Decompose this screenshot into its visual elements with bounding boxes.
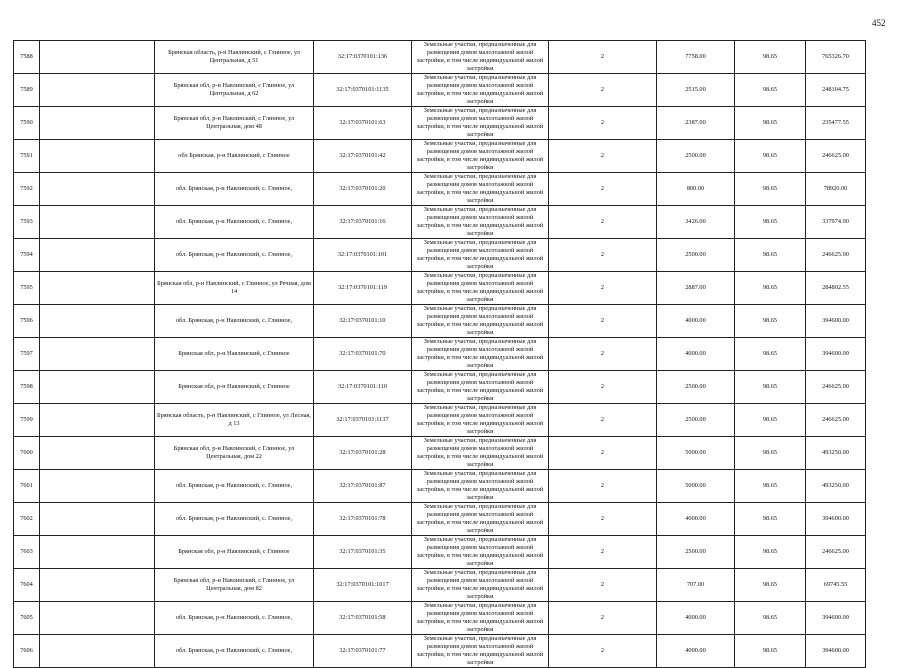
- cadastral-number-cell: 32:17:0370101:1137: [314, 404, 412, 437]
- address-cell: Брянская обл, р-н Навлинский, с Глинное, ул Центральная, д 62: [155, 74, 314, 107]
- area-cell: 5000.00: [657, 437, 735, 470]
- cadastral-cost-cell: 246625.00: [806, 536, 866, 569]
- address-cell: Брянская обл, р-н Навлинский, с Глинное, ул Речная, дом 14: [155, 272, 314, 305]
- empty-cell: [40, 140, 155, 173]
- empty-cell: [40, 470, 155, 503]
- address-cell: обл. Брянская, р-н Навлинский, с. Глинное,: [155, 503, 314, 536]
- row-number-cell: 7605: [14, 602, 40, 635]
- row-number-cell: 7595: [14, 272, 40, 305]
- table-row: [14, 536, 866, 569]
- table-row: [14, 206, 866, 239]
- rate-cell: 98.65: [735, 338, 806, 371]
- area-cell: 800.00: [657, 173, 735, 206]
- rate-cell: 98.65: [735, 74, 806, 107]
- empty-cell: [40, 239, 155, 272]
- area-cell: 2500.00: [657, 536, 735, 569]
- empty-cell: [40, 503, 155, 536]
- land-use-cell: Земельные участки, предназначенные для размещения домов малоэтажной жилой застройки, в том числе индивидуальной жилой застройки: [412, 404, 549, 437]
- cadastral-cost-cell: 246625.00: [806, 404, 866, 437]
- area-cell: 2500.00: [657, 239, 735, 272]
- cadastral-number-cell: 32:17:0370101:63: [314, 107, 412, 140]
- table-row: [14, 74, 866, 107]
- area-cell: 2387.00: [657, 107, 735, 140]
- row-number-cell: 7597: [14, 338, 40, 371]
- category-cell: 2: [549, 635, 657, 668]
- empty-cell: [40, 74, 155, 107]
- table-row: [14, 41, 866, 74]
- land-use-cell: Земельные участки, предназначенные для размещения домов малоэтажной жилой застройки, в том числе индивидуальной жилой застройки: [412, 239, 549, 272]
- category-cell: 2: [549, 371, 657, 404]
- empty-cell: [40, 536, 155, 569]
- area-cell: 2500.00: [657, 371, 735, 404]
- table-row: [14, 602, 866, 635]
- area-cell: 4000.00: [657, 305, 735, 338]
- address-cell: обл. Брянская, р-н Навлинский, с. Глинное,: [155, 173, 314, 206]
- address-cell: обл. Брянская, р-н Навлинский, с. Глинное,: [155, 635, 314, 668]
- cadastral-number-cell: 32:17:0370101:70: [314, 338, 412, 371]
- address-cell: обл Брянская, р-н Навлинский, с Глинное: [155, 140, 314, 173]
- area-cell: 2887.00: [657, 272, 735, 305]
- cadastral-cost-cell: 235477.55: [806, 107, 866, 140]
- cadastral-number-cell: 32:17:0370101:136: [314, 41, 412, 74]
- cadastral-number-cell: 32:17:0370101:35: [314, 536, 412, 569]
- land-use-cell: Земельные участки, предназначенные для размещения домов малоэтажной жилой застройки, в том числе индивидуальной жилой застройки: [412, 437, 549, 470]
- row-number-cell: 7591: [14, 140, 40, 173]
- category-cell: 2: [549, 404, 657, 437]
- rate-cell: 98.65: [735, 437, 806, 470]
- cadastral-number-cell: 32:17:0370101:119: [314, 272, 412, 305]
- empty-cell: [40, 404, 155, 437]
- address-cell: обл. Брянская, р-н Навлинский, с. Глинное,: [155, 602, 314, 635]
- address-cell: Брянская обл, р-н Навлинский, с Глинное: [155, 338, 314, 371]
- row-number-cell: 7604: [14, 569, 40, 602]
- address-cell: обл. Брянская, р-н Навлинский, с. Глинное,: [155, 305, 314, 338]
- category-cell: 2: [549, 536, 657, 569]
- address-cell: Брянская обл, р-н Навлинский, с Глинное: [155, 371, 314, 404]
- table-row: [14, 437, 866, 470]
- rate-cell: 98.65: [735, 635, 806, 668]
- empty-cell: [40, 569, 155, 602]
- rate-cell: 98.65: [735, 239, 806, 272]
- table-row: [14, 338, 866, 371]
- table-row: [14, 173, 866, 206]
- empty-cell: [40, 305, 155, 338]
- category-cell: 2: [549, 437, 657, 470]
- cadastral-number-cell: 32:17:0370101:77: [314, 635, 412, 668]
- cadastral-number-cell: 32:17:0370101:42: [314, 140, 412, 173]
- row-number-cell: 7600: [14, 437, 40, 470]
- empty-cell: [40, 41, 155, 74]
- cadastral-cost-cell: 394600.00: [806, 338, 866, 371]
- address-cell: обл. Брянская, р-н Навлинский, с. Глинное,: [155, 239, 314, 272]
- table-body: [14, 41, 866, 668]
- cadastral-cost-cell: 246625.00: [806, 371, 866, 404]
- row-number-cell: 7601: [14, 470, 40, 503]
- land-use-cell: Земельные участки, предназначенные для размещения домов малоэтажной жилой застройки, в том числе индивидуальной жилой застройки: [412, 635, 549, 668]
- category-cell: 2: [549, 602, 657, 635]
- cadastral-value-table: [13, 40, 866, 668]
- cadastral-number-cell: 32:17:0370101:58: [314, 602, 412, 635]
- cadastral-number-cell: 32:17:0370101:1017: [314, 569, 412, 602]
- row-number-cell: 7589: [14, 74, 40, 107]
- category-cell: 2: [549, 272, 657, 305]
- land-use-cell: Земельные участки, предназначенные для размещения домов малоэтажной жилой застройки, в том числе индивидуальной жилой застройки: [412, 305, 549, 338]
- table-row: [14, 635, 866, 668]
- land-use-cell: Земельные участки, предназначенные для размещения домов малоэтажной жилой застройки, в том числе индивидуальной жилой застройки: [412, 569, 549, 602]
- row-number-cell: 7593: [14, 206, 40, 239]
- land-use-cell: Земельные участки, предназначенные для размещения домов малоэтажной жилой застройки, в том числе индивидуальной жилой застройки: [412, 371, 549, 404]
- cadastral-cost-cell: 493250.00: [806, 470, 866, 503]
- cadastral-number-cell: 32:17:0370101:16: [314, 206, 412, 239]
- area-cell: 7758.00: [657, 41, 735, 74]
- rate-cell: 98.65: [735, 503, 806, 536]
- table-row: [14, 503, 866, 536]
- address-cell: Брянская обл, р-н Навлинский, с Глинное, ул Центральная, дом 22: [155, 437, 314, 470]
- row-number-cell: 7598: [14, 371, 40, 404]
- table-row: [14, 305, 866, 338]
- land-use-cell: Земельные участки, предназначенные для размещения домов малоэтажной жилой застройки, в том числе индивидуальной жилой застройки: [412, 107, 549, 140]
- cadastral-cost-cell: 248104.75: [806, 74, 866, 107]
- cadastral-cost-cell: 69745.55: [806, 569, 866, 602]
- rate-cell: 98.65: [735, 140, 806, 173]
- empty-cell: [40, 338, 155, 371]
- address-cell: Брянская обл, р-н Навлинский, с Глинное, ул Центральная, дом 48: [155, 107, 314, 140]
- table-row: [14, 239, 866, 272]
- category-cell: 2: [549, 107, 657, 140]
- cadastral-number-cell: 32:17:0370101:20: [314, 173, 412, 206]
- rate-cell: 98.65: [735, 305, 806, 338]
- empty-cell: [40, 371, 155, 404]
- table-row: [14, 140, 866, 173]
- address-cell: Брянская обл, р-н Навлинский, с Глинное: [155, 536, 314, 569]
- address-cell: обл. Брянская, р-н Навлинский, с. Глинное,: [155, 470, 314, 503]
- row-number-cell: 7603: [14, 536, 40, 569]
- rate-cell: 98.65: [735, 371, 806, 404]
- land-use-cell: Земельные участки, предназначенные для размещения домов малоэтажной жилой застройки, в том числе индивидуальной жилой застройки: [412, 140, 549, 173]
- rate-cell: 98.65: [735, 173, 806, 206]
- cadastral-number-cell: 32:17:0370101:28: [314, 437, 412, 470]
- empty-cell: [40, 437, 155, 470]
- rate-cell: 98.65: [735, 536, 806, 569]
- cadastral-number-cell: 32:17:0370101:10: [314, 305, 412, 338]
- category-cell: 2: [549, 206, 657, 239]
- cadastral-cost-cell: 284802.55: [806, 272, 866, 305]
- area-cell: 2500.00: [657, 404, 735, 437]
- row-number-cell: 7590: [14, 107, 40, 140]
- address-cell: Брянская область, р-н Навлинский, с Глинное, ул Лесная, д 13: [155, 404, 314, 437]
- area-cell: 3426.00: [657, 206, 735, 239]
- rate-cell: 98.65: [735, 404, 806, 437]
- area-cell: 4000.00: [657, 338, 735, 371]
- rate-cell: 98.65: [735, 107, 806, 140]
- cadastral-cost-cell: 765326.70: [806, 41, 866, 74]
- row-number-cell: 7602: [14, 503, 40, 536]
- category-cell: 2: [549, 503, 657, 536]
- address-cell: обл. Брянская, р-н Навлинский, с. Глинное,: [155, 206, 314, 239]
- table-row: [14, 470, 866, 503]
- empty-cell: [40, 635, 155, 668]
- area-cell: 707.00: [657, 569, 735, 602]
- land-use-cell: Земельные участки, предназначенные для размещения домов малоэтажной жилой застройки, в том числе индивидуальной жилой застройки: [412, 206, 549, 239]
- row-number-cell: 7592: [14, 173, 40, 206]
- cadastral-number-cell: 32:17:0370101:1135: [314, 74, 412, 107]
- rate-cell: 98.65: [735, 470, 806, 503]
- cadastral-number-cell: 32:17:0370101:110: [314, 371, 412, 404]
- cadastral-cost-cell: 246625.00: [806, 140, 866, 173]
- address-cell: Брянская обл, р-н Навлинский, с Глинное, ул Центральная, дом 82: [155, 569, 314, 602]
- category-cell: 2: [549, 173, 657, 206]
- cadastral-cost-cell: 246625.00: [806, 239, 866, 272]
- empty-cell: [40, 107, 155, 140]
- cadastral-cost-cell: 394600.00: [806, 635, 866, 668]
- category-cell: 2: [549, 569, 657, 602]
- table-row: [14, 371, 866, 404]
- table-row: [14, 272, 866, 305]
- page-number: 452: [872, 18, 886, 28]
- row-number-cell: 7599: [14, 404, 40, 437]
- empty-cell: [40, 272, 155, 305]
- category-cell: 2: [549, 140, 657, 173]
- category-cell: 2: [549, 239, 657, 272]
- cadastral-number-cell: 32:17:0370101:101: [314, 239, 412, 272]
- cadastral-number-cell: 32:17:0370101:87: [314, 470, 412, 503]
- category-cell: 2: [549, 305, 657, 338]
- land-use-cell: Земельные участки, предназначенные для размещения домов малоэтажной жилой застройки, в том числе индивидуальной жилой застройки: [412, 173, 549, 206]
- cadastral-number-cell: 32:17:0370101:78: [314, 503, 412, 536]
- land-use-cell: Земельные участки, предназначенные для размещения домов малоэтажной жилой застройки, в том числе индивидуальной жилой застройки: [412, 338, 549, 371]
- area-cell: 5000.00: [657, 470, 735, 503]
- cadastral-cost-cell: 493250.00: [806, 437, 866, 470]
- table-row: [14, 569, 866, 602]
- empty-cell: [40, 173, 155, 206]
- area-cell: 4000.00: [657, 635, 735, 668]
- area-cell: 4000.00: [657, 602, 735, 635]
- table-row: [14, 107, 866, 140]
- rate-cell: 98.65: [735, 569, 806, 602]
- land-use-cell: Земельные участки, предназначенные для размещения домов малоэтажной жилой застройки, в том числе индивидуальной жилой застройки: [412, 470, 549, 503]
- rate-cell: 98.65: [735, 602, 806, 635]
- table-row: [14, 404, 866, 437]
- row-number-cell: 7596: [14, 305, 40, 338]
- cadastral-cost-cell: 78920.00: [806, 173, 866, 206]
- category-cell: 2: [549, 74, 657, 107]
- land-use-cell: Земельные участки, предназначенные для размещения домов малоэтажной жилой застройки, в том числе индивидуальной жилой застройки: [412, 536, 549, 569]
- category-cell: 2: [549, 338, 657, 371]
- land-use-cell: Земельные участки, предназначенные для размещения домов малоэтажной жилой застройки, в том числе индивидуальной жилой застройки: [412, 41, 549, 74]
- cadastral-cost-cell: 337974.90: [806, 206, 866, 239]
- rate-cell: 98.65: [735, 272, 806, 305]
- cadastral-cost-cell: 394600.00: [806, 305, 866, 338]
- category-cell: 2: [549, 470, 657, 503]
- address-cell: Брянская область, р-н Навлинский, с Глинное, ул Центральная, д 51: [155, 41, 314, 74]
- land-use-cell: Земельные участки, предназначенные для размещения домов малоэтажной жилой застройки, в том числе индивидуальной жилой застройки: [412, 272, 549, 305]
- land-use-cell: Земельные участки, предназначенные для размещения домов малоэтажной жилой застройки, в том числе индивидуальной жилой застройки: [412, 602, 549, 635]
- area-cell: 4000.00: [657, 503, 735, 536]
- row-number-cell: 7606: [14, 635, 40, 668]
- empty-cell: [40, 206, 155, 239]
- cadastral-cost-cell: 394600.00: [806, 602, 866, 635]
- land-use-cell: Земельные участки, предназначенные для размещения домов малоэтажной жилой застройки, в том числе индивидуальной жилой застройки: [412, 74, 549, 107]
- rate-cell: 98.65: [735, 41, 806, 74]
- cadastral-cost-cell: 394600.00: [806, 503, 866, 536]
- area-cell: 2515.00: [657, 74, 735, 107]
- land-use-cell: Земельные участки, предназначенные для размещения домов малоэтажной жилой застройки, в том числе индивидуальной жилой застройки: [412, 503, 549, 536]
- empty-cell: [40, 602, 155, 635]
- row-number-cell: 7588: [14, 41, 40, 74]
- row-number-cell: 7594: [14, 239, 40, 272]
- area-cell: 2500.00: [657, 140, 735, 173]
- rate-cell: 98.65: [735, 206, 806, 239]
- category-cell: 2: [549, 41, 657, 74]
